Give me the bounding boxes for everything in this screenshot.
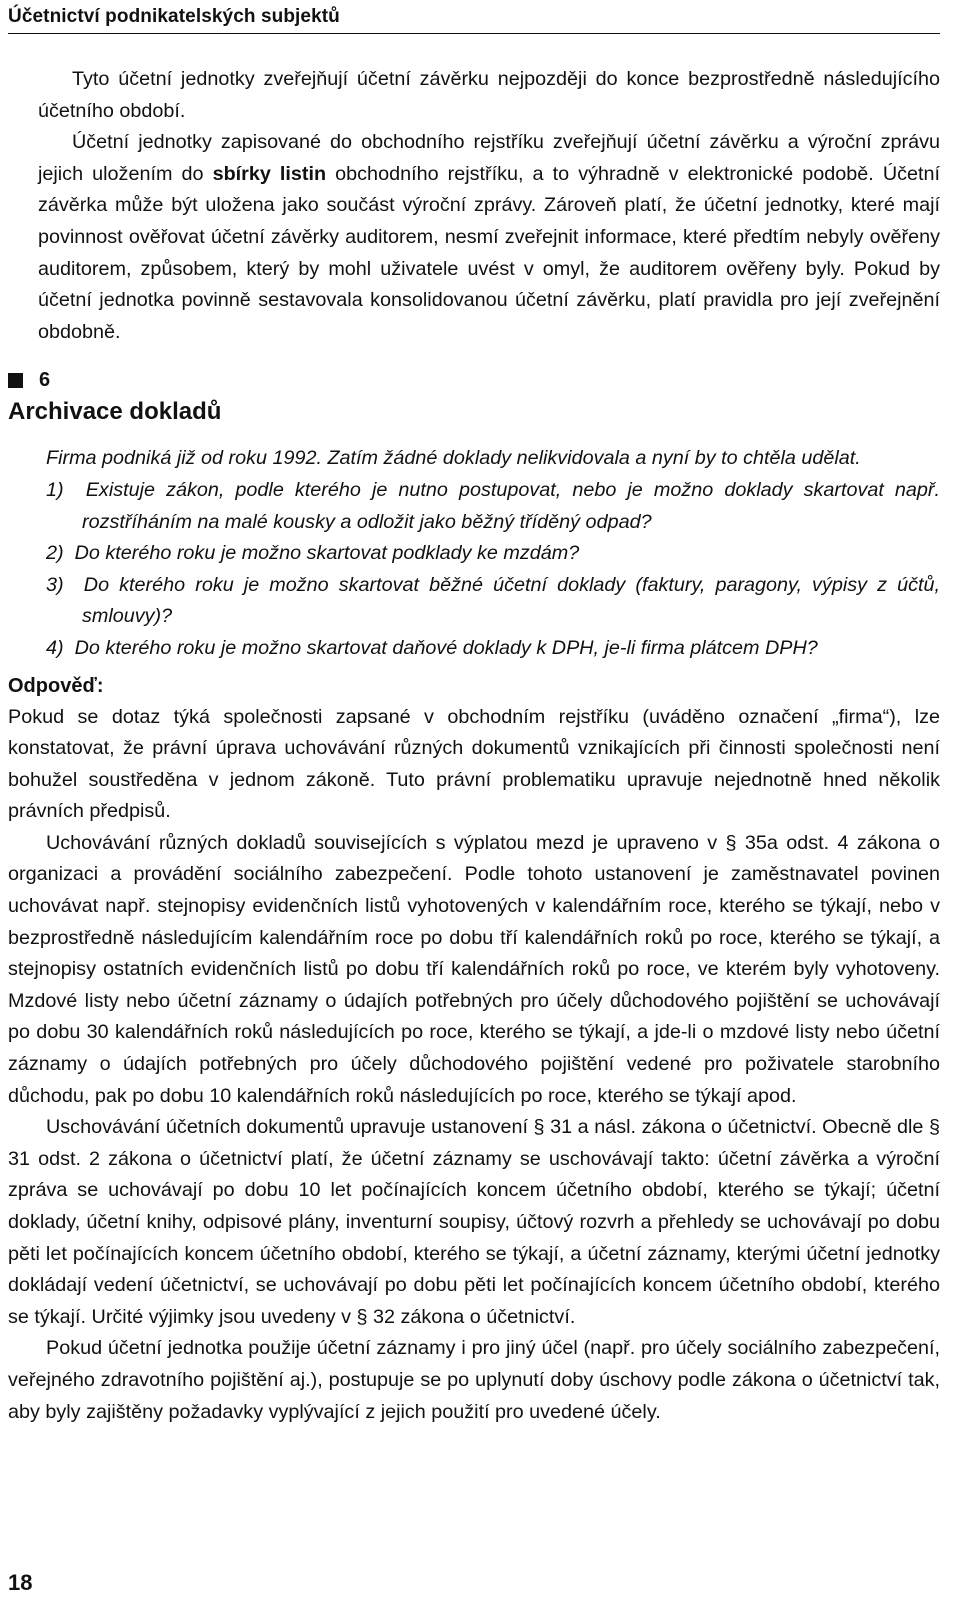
section-number: 6 (39, 368, 51, 391)
intro-text-after: obchodního rejstříku, a to výhradně v elektronické podobě. Účetní závěrka může být uložena jako součást výroční zprávy. Zároveň platí, že účetní jednotky, které mají povinnost ověřovat účetní závěrky auditorem, nesmí zveřejnit informace, které předtím nebyly ověřeny auditorem, způsobem, který by mohl uživatele uvést v omyl, že auditorem ověřeny byly. Pokud by účetní jednotka povinně sestavovala konsolidovanou účetní závěrku, platí pravidla pro její zveřejnění obdobně. (38, 162, 940, 343)
question-item-2: 2) Do kterého roku je možno skartovat podklady ke mzdám? (46, 542, 580, 565)
intro-block (8, 64, 940, 348)
section-marker (8, 369, 940, 391)
page-number: 18 (8, 1570, 33, 1595)
question-item-3: 3) Do kterého roku je možno skartovat běžné účetní doklady (faktury, paragony, výpisy z účtů, smlouvy)? (46, 573, 940, 628)
intro-paragraph-1: Tyto účetní jednotky zveřejňují účetní závěrku nejpozději do konce bezprostředně následujícího účetního období. (38, 68, 940, 122)
answer-paragraph-1: Pokud se dotaz týká společnosti zapsané v obchodním rejstříku (uváděno označení „firma“), lze konstatovat, že právní úprava uchovávání různých dokumentů vznikajících při činnosti společnosti není bohužel soustředěna v jednom zákoně. Tuto právní problematiku upravuje nejednotně hned několik právních předpisů. (8, 705, 940, 823)
question-block (8, 443, 940, 664)
section-square-icon (8, 373, 23, 388)
running-head: Účetnictví podnikatelských subjektů (8, 4, 940, 34)
bold-term-sbirky-listin: sbírky listin (212, 162, 327, 185)
intro-text-before: Účetní jednotky zapisované do obchodního rejstříku zveřejňují účetní závěrku a výroční zprávu jejich uložením do (38, 131, 940, 185)
answer-label: Odpověď: (8, 674, 104, 697)
answer-paragraph-3: Uschovávání účetních dokumentů upravuje ustanovení § 31 a násl. zákona o účetnictví. Obecně dle § 31 odst. 2 zákona o účetnictví platí, že účetní záznamy se uschovávají takto: účetní závěrka a výroční zpráva se uchovávají po dobu 10 let počínajících koncem účetního období, kterého se týkají; účetní doklady, účetní knihy, odpisové plány, inventurní soupisy, účtový rozvrh a přehledy se uchovávají po dobu pěti let počínajících koncem účetního období, kterého se týkají, a účetní záznamy, kterými účetní jednotky dokládají vedení účetnictví, se uchovávají po dobu pěti let počínajících koncem účetního období, kterého se týkají. Určité výjimky jsou uvedeny v § 32 zákona o účetnictví. (8, 1116, 940, 1328)
answer-block (8, 702, 940, 1429)
question-item-1: 1) Existuje zákon, podle kterého je nutno postupovat, nebo je možno doklady skartovat např. rozstříháním na malé kousky a odložit jako běžný tříděný odpad? (46, 478, 940, 533)
intro-paragraph-2 (38, 127, 940, 348)
section-title: Archivace dokladů (8, 398, 222, 426)
answer-paragraph-4: Pokud účetní jednotka použije účetní záznamy i pro jiný účel (např. pro účely sociálního zabezpečení, veřejného zdravotního pojištění aj.), postupuje se po uplynutí doby úschovy podle zákona o účetnictví tak, aby byly zajištěny požadavky vyplývající z jejich použití pro uvedené účely. (8, 1337, 940, 1423)
question-intro: Firma podniká již od roku 1992. Zatím žádné doklady nelikvidovala a nyní by to chtěla udělat. (46, 447, 861, 470)
question-item-4: 4) Do kterého roku je možno skartovat daňové doklady k DPH, je-li firma plátcem DPH? (46, 636, 818, 659)
answer-paragraph-2: Uchovávání různých dokladů souvisejících s výplatou mezd je upraveno v § 35a odst. 4 zákona o organizaci a provádění sociálního zabezpečení. Podle tohoto ustanovení je zaměstnavatel povinen uchovávat např. stejnopisy evidenčních listů vyhotovených v kalendářním roce, kterého se týkají, nebo v bezprostředně následujícím kalendářním roce po dobu tří kalendářních roků po roce, kterého se týkají, a stejnopisy ostatních evidenčních listů po dobu tří kalendářních roků po roce, ve kterém byly vyhotoveny. Mzdové listy nebo účetní záznamy o údajích potřebných pro účely důchodového pojištění se uchovávají po dobu 30 kalendářních roků následujících po roce, kterého se týkají, a jde-li o mzdové listy nebo účetní záznamy o údajích potřebných pro účely důchodového pojištění vedené pro poživatele starobního důchodu, pak po dobu 10 kalendářních roků následujících po roce, kterého se týkají apod. (8, 831, 940, 1107)
